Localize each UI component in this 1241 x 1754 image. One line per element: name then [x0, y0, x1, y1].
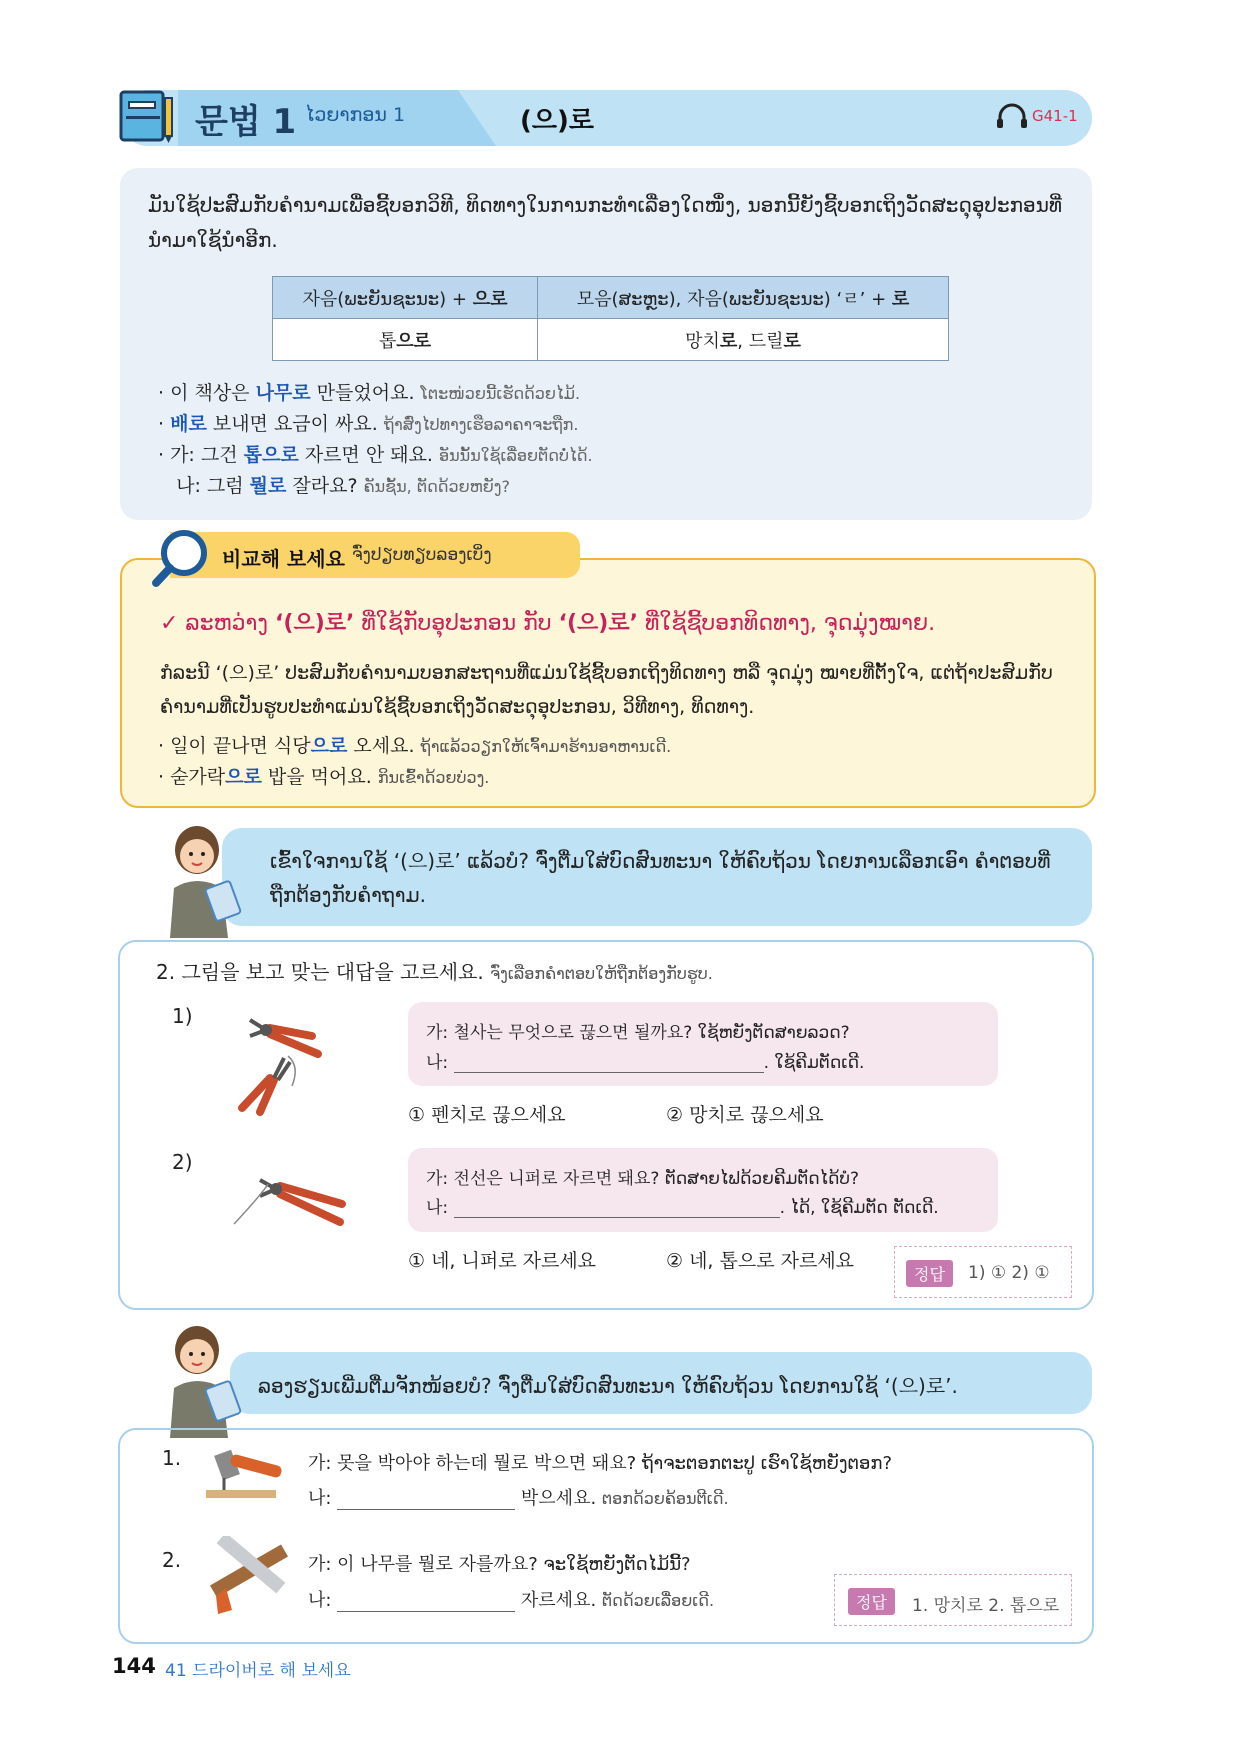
option-2[interactable]: ② 네, 톱으로 자르세요 — [666, 1250, 855, 1272]
grammar-example-list — [158, 378, 593, 502]
headphones-icon[interactable] — [996, 103, 1028, 129]
answer-blank[interactable] — [337, 1491, 515, 1510]
answer-blank[interactable] — [454, 1054, 764, 1073]
example-sentence: · 가: 그건 톱으로 자르면 안 돼요. ອັນນັ້ນໃຊ້ເລື່ອຍຕັດບໍ່ໄດ້. — [158, 444, 593, 466]
dialog-answer-line: 나: . ໃຊ້ຄີມຕັດເດີ. — [426, 1053, 865, 1073]
dialog-question: 가: 철사는 무엇으로 끊으면 될까요? ໃຊ້ຫຍັງຕັດສາຍລວດ? — [426, 1023, 850, 1043]
audio-track-code[interactable]: G41-1 — [1032, 107, 1078, 125]
practice-answer-line: 나: 자르세요. ຕັດດ້ວຍເລື່ອຍເດີ. — [308, 1590, 715, 1611]
compare-heading: ✓ ລະຫວ່າງ ‘(으)로’ ທີ່ໃຊ້ກັບອຸປະກອນ ກັບ ‘(으)로’ ທີ່ໃຊ້ຊີ້ບອກທິດທາງ, ຈຸດມຸ່ງໝາຍ. — [160, 611, 936, 636]
table-cell-consonant-example: 톱으로 — [273, 319, 538, 361]
check-icon: ✓ — [160, 611, 179, 636]
example-sentence: 나: 그럼 뭘로 잘라요? ຄັນຊັ້ນ, ຕັດດ້ວຍຫຍັງ? — [158, 475, 510, 497]
answer-badge: 정답 — [848, 1588, 895, 1615]
dialog-question: 가: 전선은 니퍼로 자르면 돼요? ຕັດສາຍໄຟດ້ວຍຄີມຕັດໄດ້ບໍ? — [426, 1169, 860, 1189]
example-sentence: · 숟가락으로 밥을 먹어요. ກິນເຂົ້າດ້ວຍບ່ວງ. — [158, 766, 490, 788]
exercise-2-title: 2. 그림을 보고 맞는 대답을 고르세요. ຈົ່ງເລືອກຄຳຕອບໃຫ້ຖືກຕ້ອງກັບຮູບ. — [156, 960, 713, 984]
table-header-consonant: 자음(ພະຍັນຊະນະ) + 으로 — [273, 277, 538, 319]
question-number: 2) — [172, 1150, 193, 1174]
answer-text: 1. 망치로 2. 톱으로 — [912, 1596, 1060, 1616]
compare-label: 비교해 보세요 — [222, 547, 345, 571]
example-sentence: · 일이 끝나면 식당으로 오세요. ຖ້າແລ້ວວຽກໃຫ້ເຈົ້າມາຮ້ານອາຫານເດີ. — [158, 735, 672, 757]
answer-badge: 정답 — [906, 1260, 953, 1287]
answer-blank[interactable] — [337, 1593, 515, 1612]
grammar-label: 문법 1 — [195, 102, 297, 142]
book-icon — [118, 88, 176, 144]
chapter-title: 41 드라이버로 해 보세요 — [165, 1661, 351, 1681]
teacher-illustration — [152, 822, 252, 938]
compare-description: ກໍລະນີ ‘(으)로’ ປະສົມກັບຄຳນາມບອກສະຖານທີ່ແມ່ນໃຊ້ຊີ້ບອກເຖິງທິດທາງ ຫລື ຈຸດມຸ່ງ ໝາຍທີ່ຕັ້ງໃຈ, ແຕ່ຖ້າປະສົມກັບຄຳນາມທີ່ເປັນຮູບປະທຳແມ່ນໃຊ້ຊີ້ບອກເຖິງວັດສະດຸອຸປະກອນ, ວິທີທາງ, ທິດທາງ. — [160, 662, 1053, 718]
dialog-box — [408, 1002, 998, 1086]
answer-blank[interactable] — [454, 1199, 780, 1218]
pliers-icon — [230, 1006, 360, 1116]
saw-icon — [198, 1536, 294, 1618]
compare-example-list — [158, 731, 671, 793]
table-header-vowel: 모음(ສະຫຼະ), 자음(ພະຍັນຊະນະ) ‘ㄹ’ + 로 — [538, 277, 949, 319]
practice-question: 가: 이 나무를 뭘로 자를까요? ຈະໃຊ້ຫຍັງຕັດໄມ້ນີ້? — [308, 1554, 691, 1575]
magnifier-icon — [150, 527, 212, 589]
option-1[interactable]: ① 펜치로 끊으세요 — [408, 1104, 566, 1126]
page-number: 144 — [112, 1654, 156, 1678]
hammer-icon — [204, 1446, 286, 1502]
teacher-illustration — [152, 1322, 252, 1438]
question-number: 2. — [162, 1548, 182, 1572]
option-2[interactable]: ② 망치로 끊으세요 — [666, 1104, 824, 1126]
dialog-answer-line: 나: . ໄດ້, ໃຊ້ຄີມຕັດ ຕັດເດີ. — [426, 1198, 939, 1218]
table-cell-vowel-example: 망치로, 드릴로 — [538, 319, 949, 361]
conjugation-table — [272, 276, 949, 361]
practice-question: 가: 못을 박아야 하는데 뭘로 박으면 돼요? ຖ້າຈະຕອກຕະປູ ເຮົາໃຊ້ຫຍັງຕອກ? — [308, 1453, 893, 1474]
answer-text: 1) ① 2) ① — [968, 1263, 1050, 1283]
dialog-box — [408, 1148, 998, 1232]
example-sentence: · 이 책상은 나무로 만들었어요. ໂຕະໜ່ວຍນີ້ເຮັດດ້ວຍໄມ້. — [158, 382, 581, 404]
question-number: 1. — [162, 1446, 182, 1470]
instruction-text: ລອງຮຽນເພີ່ມຕື່ມຈັກໜ້ອຍບໍ? ຈົ່ງຕື່ມໃສ່ບົດສົນທະນາ ໃຫ້ຄົບຖ້ວນ ໂດຍການໃຊ້ ‘(으)로’. — [258, 1374, 958, 1398]
example-sentence: · 배로 보내면 요금이 싸요. ຖ້າສົ່ງໄປທາງເຮືອລາຄາຈະຖືກ. — [158, 413, 579, 435]
grammar-label-lao: ໄວຍາກອນ 1 — [305, 104, 406, 126]
practice-answer-line: 나: 박으세요. ຕອກດ້ວຍຄ້ອນຕີເດີ. — [308, 1488, 729, 1509]
wire-cutter-icon — [232, 1164, 352, 1234]
option-1[interactable]: ① 네, 니퍼로 자르세요 — [408, 1250, 597, 1272]
question-number: 1) — [172, 1004, 193, 1028]
grammar-title: (으)로 — [520, 106, 594, 136]
grammar-description: ມັນໃຊ້ປະສົມກັບຄຳນາມເພື່ອຊີ້ບອກວິທີ, ທິດທາງໃນການກະທຳເລື່ອງໃດໜຶ່ງ, ນອກນີ້ຍັງຊີ້ບອກເຖິງວັດສະດຸອຸປະກອນທີ່ນຳມາໃຊ້ນຳອີກ. — [148, 193, 1062, 252]
compare-label-lao: ຈົ່ງປຽບທຽບລອງເບິ່ງ — [352, 545, 492, 565]
instruction-text: ເຂົ້າໃຈການໃຊ້ ‘(으)로’ ແລ້ວບໍ? ຈົ່ງຕື່ມໃສ່ບົດສົນທະນາ ໃຫ້ຄົບຖ້ວນ ໂດຍການເລືອກເອົາ ຄຳຕອບທີ່ຖືກຕ້ອງກັບຄຳຖາມ. — [270, 849, 1051, 907]
